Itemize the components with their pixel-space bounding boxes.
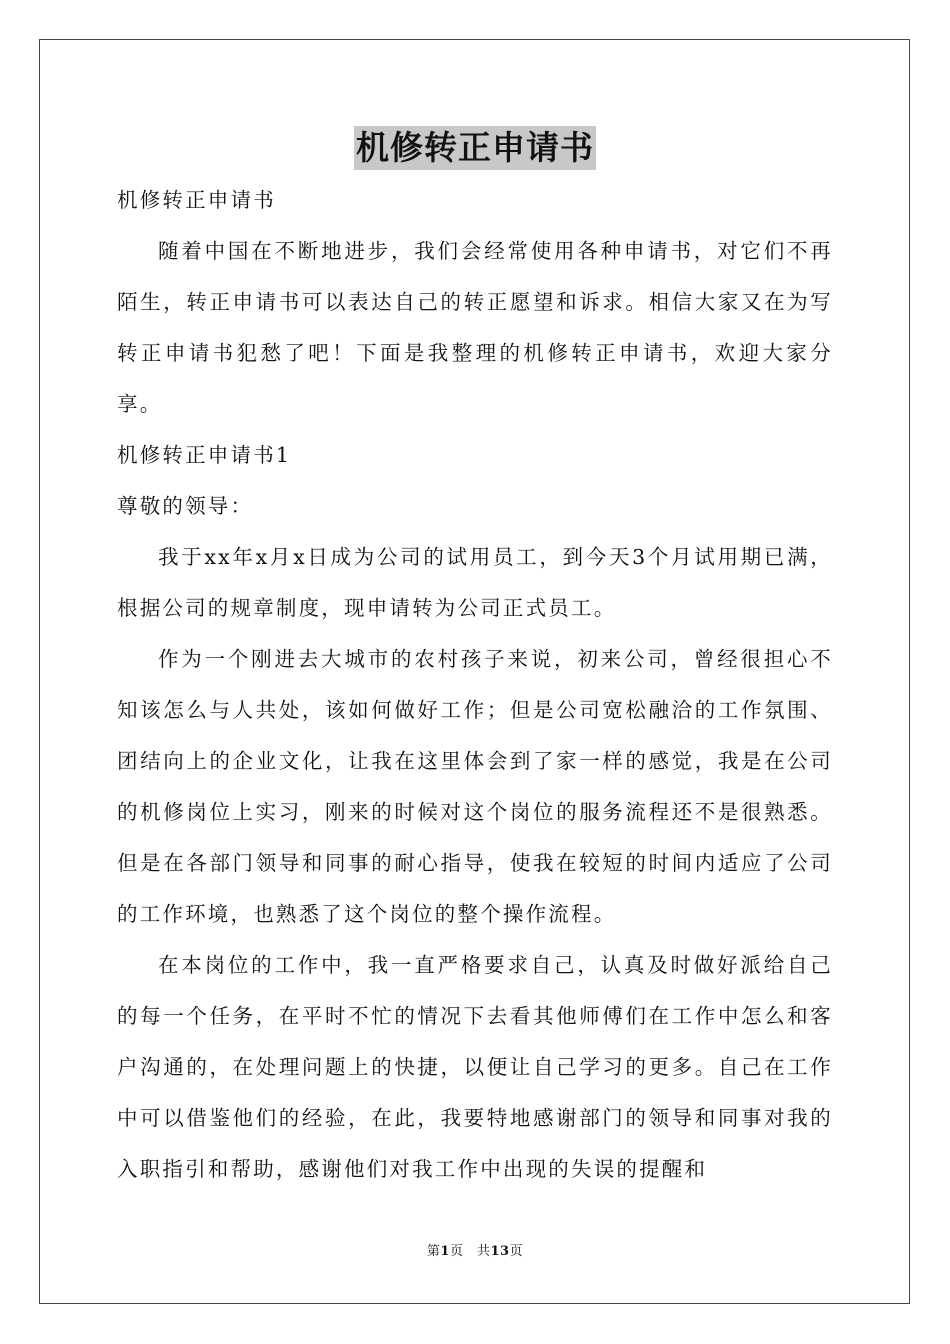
title-container (0, 126, 950, 170)
document-body (117, 175, 833, 1195)
document-title: 机修转正申请书 (354, 126, 596, 170)
paragraph-salutation: 尊敬的领导： (117, 494, 254, 518)
paragraph-body-3: 在本岗位的工作中，我一直严格要求自己，认真及时做好派给自己的每一个任务，在平时不忙的情况下去看其他师傅们在工作中怎么和客户沟通的，在处理问题上的快捷，以便让自己学习的更多。自己在工作中可以借鉴他们的经验，在此，我要特地感谢部门的领导和同事对我的入职指引和帮助，感谢他们对我工作中出现的失误的提醒和 (117, 953, 833, 1181)
footer-suffix: 页 (509, 1244, 524, 1259)
footer-total-pages: 13 (490, 1244, 510, 1259)
footer-page-number: 1 (440, 1244, 450, 1259)
footer-mid: 页 共 (449, 1244, 491, 1259)
paragraph-heading: 机修转正申请书 (117, 188, 276, 212)
page-footer (0, 1243, 950, 1261)
paragraph-body-1: 我于xx年x月x日成为公司的试用员工，到今天3个月试用期已满，根据公司的规章制度，现申请转为公司正式员工。 (117, 545, 833, 620)
paragraph-intro: 随着中国在不断地进步，我们会经常使用各种申请书，对它们不再陌生，转正申请书可以表达自己的转正愿望和诉求。相信大家又在为写转正申请书犯愁了吧！下面是我整理的机修转正申请书，欢迎大家分享。 (117, 239, 833, 416)
paragraph-section-title: 机修转正申请书1 (117, 443, 292, 467)
paragraph-body-2: 作为一个刚进去大城市的农村孩子来说，初来公司，曾经很担心不知该怎么与人共处，该如何做好工作；但是公司宽松融洽的工作氛围、团结向上的企业文化，让我在这里体会到了家一样的感觉，我是在公司的机修岗位上实习，刚来的时候对这个岗位的服务流程还不是很熟悉。但是在各部门领导和同事的耐心指导，使我在较短的时间内适应了公司的工作环境，也熟悉了这个岗位的整个操作流程。 (117, 647, 833, 926)
footer-prefix: 第 (426, 1244, 441, 1259)
